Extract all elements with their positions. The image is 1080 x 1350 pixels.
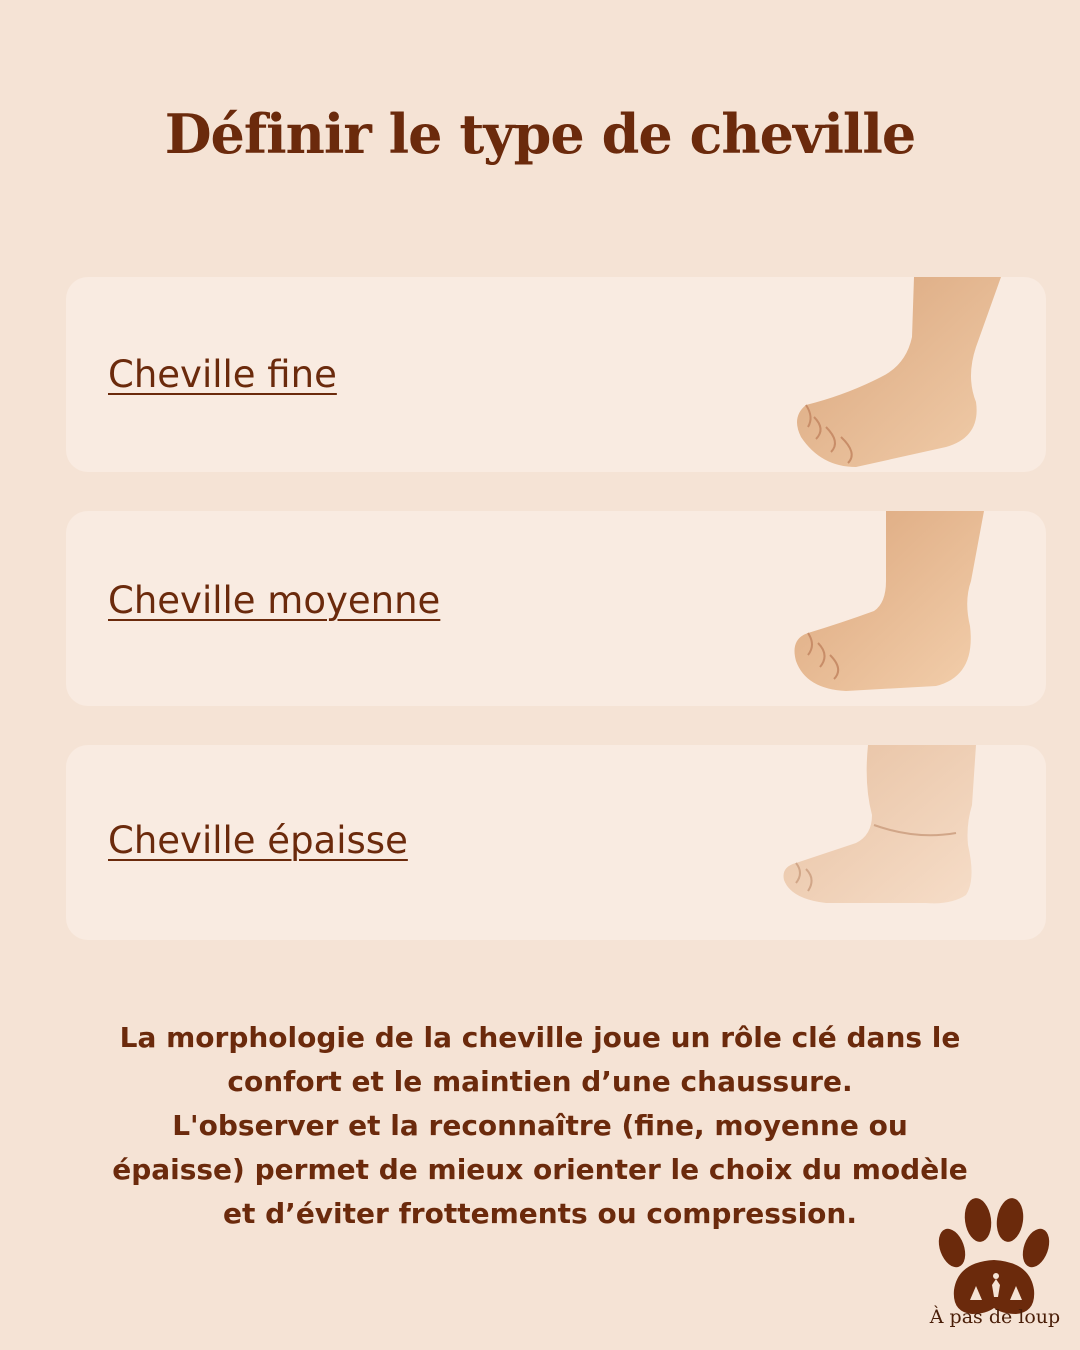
- foot-medium-image: [786, 511, 1016, 706]
- card-label-moyenne: Cheville moyenne: [108, 579, 441, 622]
- card-label-epaisse: Cheville épaisse: [108, 819, 408, 862]
- card-cheville-fine: [66, 277, 1046, 472]
- description-line: La morphologie de la cheville joue un rôle clé dans le: [119, 1021, 961, 1054]
- description-text: [90, 1016, 990, 1236]
- foot-thick-image: [776, 745, 1016, 940]
- card-cheville-moyenne: [66, 511, 1046, 706]
- foot-thin-image: [786, 277, 1016, 472]
- brand-name: À pas de loup: [929, 1306, 1061, 1328]
- description-line: et d’éviter frottements ou compression.: [223, 1197, 857, 1230]
- card-cheville-epaisse: [66, 745, 1046, 940]
- description-line: épaisse) permet de mieux orienter le choix du modèle: [112, 1153, 968, 1186]
- description-line: L'observer et la reconnaître (fine, moyenne ou: [172, 1109, 908, 1142]
- description-line: confort et le maintien d’une chaussure.: [227, 1065, 853, 1098]
- card-label-fine: Cheville fine: [108, 353, 337, 396]
- page-title: Définir le type de cheville: [164, 102, 916, 166]
